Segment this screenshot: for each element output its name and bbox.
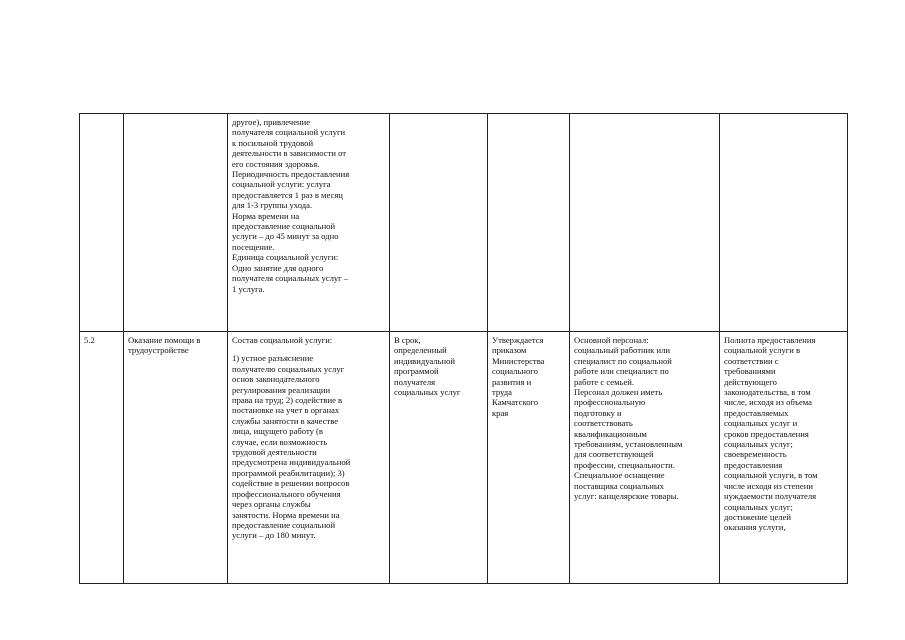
cell-tariff bbox=[488, 332, 570, 584]
cell-quality bbox=[720, 114, 848, 332]
content-lines bbox=[232, 117, 385, 294]
text-line: постановке на учет в органах bbox=[232, 405, 340, 416]
cell-service-content bbox=[228, 332, 390, 584]
text-line: лица, ищущего работу (в bbox=[232, 426, 323, 437]
text-line: специалист по социальной bbox=[574, 355, 672, 366]
quality-lines bbox=[724, 335, 843, 533]
text-line: края bbox=[492, 407, 509, 418]
content-title: Состав социальной услуги: bbox=[232, 335, 333, 345]
cell-term bbox=[390, 332, 488, 584]
text-line: определенный bbox=[394, 345, 447, 356]
content-lines bbox=[232, 353, 385, 540]
text-line: достижение целей bbox=[724, 511, 791, 522]
text-line: Министерства bbox=[492, 355, 545, 366]
text-line: социальных услуг и bbox=[724, 418, 798, 429]
text-line: социальной услуги: услуга bbox=[232, 179, 331, 190]
cell-number bbox=[80, 114, 124, 332]
table-row bbox=[80, 114, 848, 332]
text-line: социальный работник или bbox=[574, 345, 670, 356]
text-line: В срок, bbox=[394, 335, 421, 345]
text-line: 1 услуга. bbox=[232, 283, 265, 294]
text-line: Полнота предоставления bbox=[724, 335, 816, 345]
text-line: работе с семьей. bbox=[574, 376, 635, 387]
term-lines bbox=[394, 335, 483, 397]
text-line: действующего bbox=[724, 376, 777, 387]
conditions-lines bbox=[574, 335, 715, 502]
services-table bbox=[79, 113, 848, 584]
text-line: профессии, специальности. bbox=[574, 459, 675, 470]
text-line: социальных услуг; bbox=[724, 501, 793, 512]
text-line: соответствовать bbox=[574, 418, 633, 429]
text-line: своевременность bbox=[724, 449, 787, 460]
cell-term bbox=[390, 114, 488, 332]
text-line: социальной услуги в bbox=[724, 345, 801, 356]
text-line: услуг: канцелярские товары. bbox=[574, 491, 679, 502]
text-line: к посильной трудовой bbox=[232, 137, 314, 148]
text-line: посещение. bbox=[232, 241, 275, 252]
text-line: деятельности в зависимости от bbox=[232, 148, 347, 159]
text-line: программой реабилитации); 3) bbox=[232, 467, 345, 478]
text-line: требованиям, установленным bbox=[574, 439, 683, 450]
text-line: индивидуальной bbox=[394, 355, 455, 366]
cell-tariff bbox=[488, 114, 570, 332]
cell-service-name bbox=[124, 332, 228, 584]
text-line: профессиональную bbox=[574, 397, 646, 408]
text-line: предоставления bbox=[724, 459, 783, 470]
text-line: социальной услуги, в том bbox=[724, 470, 818, 481]
text-line: числе, исходя из объема bbox=[724, 397, 812, 408]
text-line: Специальное оснащение bbox=[574, 470, 665, 481]
text-line: содействие в решении вопросов bbox=[232, 478, 350, 489]
tariff-lines bbox=[492, 335, 565, 418]
text-line: законодательства, в том bbox=[724, 387, 811, 398]
cell-service-name bbox=[124, 114, 228, 332]
cell-conditions bbox=[570, 114, 720, 332]
text-line: Основной персонал: bbox=[574, 335, 649, 345]
text-line: предусмотрена индивидуальной bbox=[232, 457, 351, 468]
text-line: занятости. Норма времени на bbox=[232, 509, 340, 520]
text-line: через органы службы bbox=[232, 499, 311, 510]
cell-quality bbox=[720, 332, 848, 584]
text-line: другое), привлечение bbox=[232, 117, 311, 127]
text-line: предоставление социальной bbox=[232, 221, 336, 232]
text-line: предоставление социальной bbox=[232, 519, 336, 530]
text-line: Одно занятие для одного bbox=[232, 262, 324, 273]
text-line: его состояния здоровья. bbox=[232, 158, 320, 169]
table-row bbox=[80, 332, 848, 584]
text-line: квалификационным bbox=[574, 428, 647, 439]
text-line: трудовой деятельности bbox=[232, 447, 317, 458]
text-line: получателя социальных услуг – bbox=[232, 273, 349, 284]
text-line: регулирования реализации bbox=[232, 384, 331, 395]
text-line: услуги – до 45 минут за одно bbox=[232, 231, 339, 242]
text-line: Персонал должен иметь bbox=[574, 387, 663, 398]
text-line: права на труд; 2) содействие в bbox=[232, 395, 343, 406]
spacer bbox=[232, 345, 385, 353]
text-line: услуги – до 180 минут. bbox=[232, 530, 316, 541]
text-line: основ законодательного bbox=[232, 374, 320, 385]
service-name: Оказание помощи в трудоустройстве bbox=[128, 335, 201, 356]
text-line: подготовку и bbox=[574, 407, 622, 418]
text-line: сроков предоставления bbox=[724, 428, 809, 439]
row-number: 5.2 bbox=[84, 335, 95, 345]
text-line: 1) устное разъяснение bbox=[232, 353, 314, 364]
text-line: развития и bbox=[492, 376, 532, 387]
text-line: работе или специалист по bbox=[574, 366, 669, 377]
text-line: предоставляется 1 раз в месяц bbox=[232, 189, 343, 200]
text-line: службы занятости в качестве bbox=[232, 415, 339, 426]
text-line: Норма времени на bbox=[232, 210, 300, 221]
text-line: Камчатского bbox=[492, 397, 539, 408]
text-line: требованиями bbox=[724, 366, 776, 377]
text-line: социального bbox=[492, 366, 538, 377]
text-line: предоставляемых bbox=[724, 407, 789, 418]
text-line: поставщика социальных bbox=[574, 480, 664, 491]
text-line: получателю социальных услуг bbox=[232, 363, 345, 374]
text-line: труда bbox=[492, 387, 512, 398]
text-line: программой bbox=[394, 366, 439, 377]
text-line: для 1-3 группы ухода. bbox=[232, 200, 313, 211]
text-line: Единица социальной услуги: bbox=[232, 252, 339, 263]
text-line: соответствии с bbox=[724, 355, 779, 366]
text-line: социальных услуг; bbox=[724, 439, 793, 450]
text-line: нуждаемости получателя bbox=[724, 491, 817, 502]
cell-service-content bbox=[228, 114, 390, 332]
text-line: приказом bbox=[492, 345, 527, 356]
cell-number bbox=[80, 332, 124, 584]
cell-conditions bbox=[570, 332, 720, 584]
text-line: числе исходя из степени bbox=[724, 480, 813, 491]
text-line: получателя bbox=[394, 376, 436, 387]
text-line: для соответствующей bbox=[574, 449, 654, 460]
text-line: получателя социальной услуги bbox=[232, 127, 346, 138]
text-line: профессионального обучения bbox=[232, 488, 341, 499]
text-line: случае, если возможность bbox=[232, 436, 328, 447]
text-line: оказания услуги, bbox=[724, 522, 786, 533]
text-line: Периодичность предоставления bbox=[232, 169, 350, 180]
text-line: Утверждается bbox=[492, 335, 544, 345]
text-line: социальных услуг bbox=[394, 387, 461, 398]
